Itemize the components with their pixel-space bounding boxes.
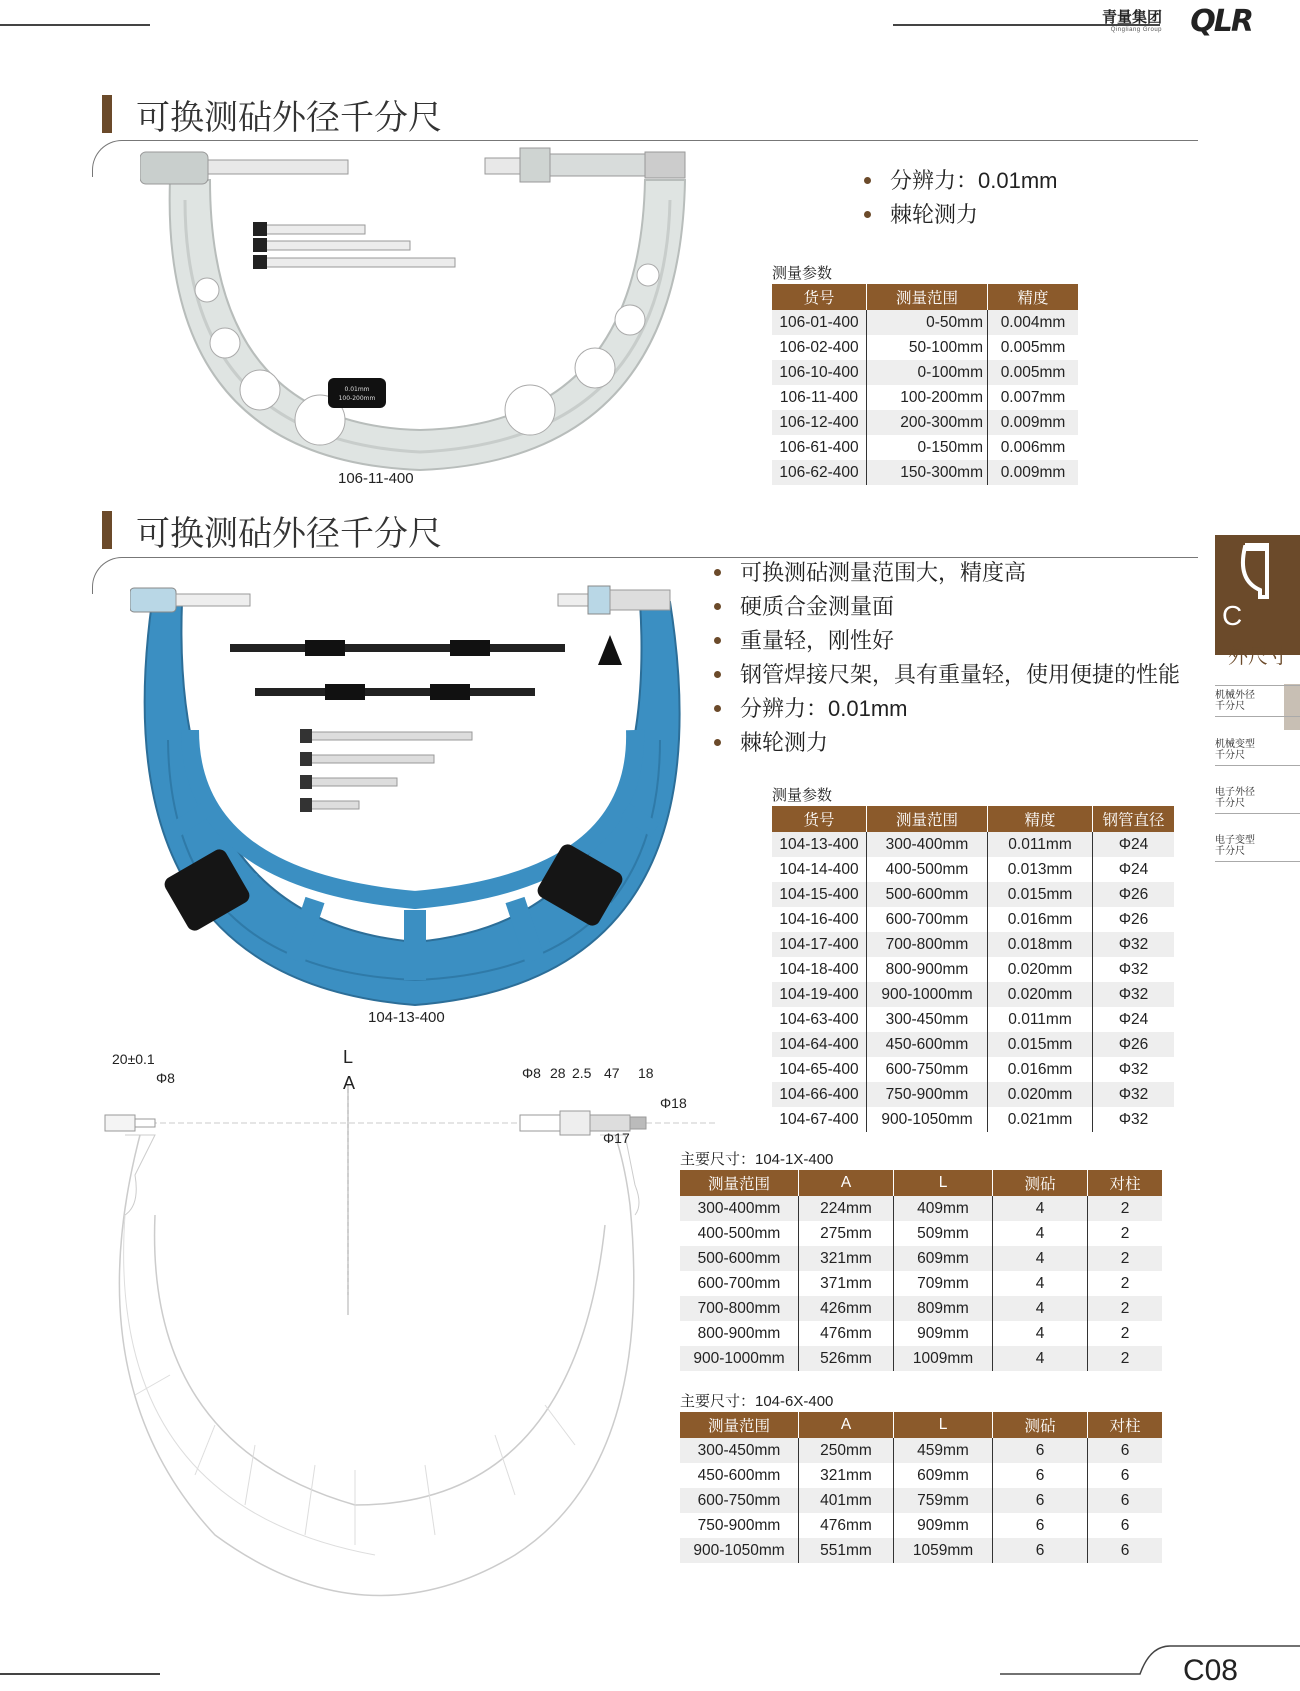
cell: 0.009mm: [988, 460, 1079, 485]
cell: 6: [1088, 1438, 1163, 1463]
cell: 426mm: [799, 1296, 894, 1321]
cell: 2: [1088, 1196, 1163, 1221]
dim-A: A: [343, 1073, 356, 1093]
cell: 0.013mm: [988, 857, 1093, 882]
cell: 509mm: [894, 1221, 993, 1246]
page-number: C08: [1182, 1654, 1238, 1687]
header-rule-left: [0, 24, 150, 26]
cell: 106-01-400: [772, 310, 867, 335]
cell: Φ32: [1093, 1082, 1175, 1107]
cell: 2: [1088, 1346, 1163, 1371]
dimension-drawing: [95, 1085, 735, 1625]
cell: 500-600mm: [680, 1246, 799, 1271]
table-row: [772, 932, 1174, 957]
cell: 600-700mm: [867, 907, 988, 932]
cell: 104-67-400: [772, 1107, 867, 1132]
col-header: 精度: [988, 284, 1079, 310]
table-row: [772, 1057, 1174, 1082]
section2-spec-table: [772, 806, 1174, 1132]
cell: 104-66-400: [772, 1082, 867, 1107]
cell: 551mm: [799, 1538, 894, 1563]
dim-18: 18: [638, 1065, 654, 1081]
cell: Φ26: [1093, 882, 1175, 907]
table-row: [680, 1296, 1162, 1321]
dim-phi8-right: Φ8: [522, 1065, 541, 1081]
cell: 800-900mm: [867, 957, 988, 982]
cell: 0.005mm: [1000, 338, 1066, 356]
table-row: [772, 882, 1174, 907]
footer-rule-left: [0, 1673, 160, 1675]
cell: 200-300mm: [867, 410, 988, 435]
table-header-row: [680, 1170, 1162, 1196]
cell: 409mm: [894, 1196, 993, 1221]
col-header: A: [799, 1170, 894, 1196]
cell: 2: [1120, 1224, 1130, 1242]
cell: 600-750mm: [680, 1488, 799, 1513]
cell: 104-64-400: [772, 1032, 867, 1057]
cell: 371mm: [799, 1271, 894, 1296]
cell: 104-13-400: [772, 832, 867, 857]
section2-table-caption: 测量参数: [772, 787, 833, 804]
cell: 321mm: [799, 1246, 894, 1271]
cell: 6: [1120, 1516, 1130, 1534]
micrometer-silhouette-icon: [1215, 535, 1300, 605]
dim-2-5: 2.5: [572, 1065, 592, 1081]
col-header: 测量范围: [867, 806, 988, 832]
section1-spec-table: [772, 284, 1078, 485]
cell: Φ24: [1118, 1010, 1149, 1028]
cell: Φ24: [1118, 860, 1149, 878]
section2-image-caption: 104-13-400: [368, 1009, 445, 1026]
dim-28: 28: [550, 1065, 566, 1081]
col-header: 测砧: [993, 1170, 1088, 1196]
section2-bullet: 可换测砧测量范围大，精度高: [710, 556, 1180, 590]
table-row: [772, 460, 1078, 485]
cell: 401mm: [799, 1488, 894, 1513]
cell: 809mm: [894, 1296, 993, 1321]
cell: 6: [1088, 1488, 1163, 1513]
col-header: L: [894, 1170, 993, 1196]
cell: 0.016mm: [988, 1057, 1093, 1082]
cell: 700-800mm: [867, 932, 988, 957]
cell: 2: [1120, 1324, 1130, 1342]
cell: 100-200mm: [867, 385, 988, 410]
dim-phi8-left: Φ8: [156, 1070, 175, 1086]
cell: 4: [993, 1246, 1088, 1271]
cell: 224mm: [799, 1196, 894, 1221]
cell: 4: [993, 1346, 1088, 1371]
cell: 500-600mm: [867, 882, 988, 907]
cell: 250mm: [799, 1438, 894, 1463]
cell: 0.009mm: [988, 410, 1079, 435]
sidebar-item-label: 机械外径 千分尺: [1215, 690, 1255, 712]
cell: 0.021mm: [988, 1107, 1093, 1132]
table-row: [772, 1032, 1174, 1057]
cell: 750-900mm: [680, 1513, 799, 1538]
table-row: [680, 1246, 1162, 1271]
cell: 104-18-400: [772, 957, 867, 982]
cell: 0.006mm: [1000, 438, 1066, 456]
section2-bullet: 棘轮测力: [710, 726, 1180, 760]
table-row: [680, 1321, 1162, 1346]
cell: 4: [993, 1221, 1088, 1246]
sidebar-item-label: 电子外径 千分尺: [1215, 787, 1255, 809]
cell: 450-600mm: [680, 1463, 799, 1488]
cell: 6: [993, 1488, 1088, 1513]
cell: 300-400mm: [680, 1196, 799, 1221]
cell: 0-100mm: [867, 360, 988, 385]
cell: 104-17-400: [772, 932, 867, 957]
section2-bullet: 硬质合金测量面: [710, 590, 1180, 624]
cell: 600-700mm: [680, 1271, 799, 1296]
table-row: [772, 385, 1078, 410]
table-row: [772, 1107, 1174, 1132]
cell: 6: [1088, 1538, 1163, 1563]
cell: 1059mm: [894, 1538, 993, 1563]
cell: 476mm: [799, 1513, 894, 1538]
col-header: 测砧: [993, 1412, 1088, 1438]
cell: 2: [1120, 1274, 1130, 1292]
cell: 150-300mm: [867, 460, 988, 485]
dim-phi17: Φ17: [603, 1130, 630, 1146]
cell: 106-11-400: [772, 385, 867, 410]
cell: 450-600mm: [867, 1032, 988, 1057]
col-header: 测量范围: [680, 1170, 799, 1196]
cell: 900-1000mm: [867, 982, 988, 1007]
dim-phi18: Φ18: [660, 1095, 687, 1111]
brand-block: [1102, 6, 1162, 33]
dim-47: 47: [604, 1065, 620, 1081]
cell: 0.018mm: [988, 932, 1093, 957]
dims1-table: [680, 1170, 1162, 1371]
cell: Φ24: [1093, 832, 1175, 857]
section1-bullet: 棘轮测力: [860, 198, 1057, 232]
section2-bullet: 重量轻，刚性好: [710, 624, 1180, 658]
cell: 476mm: [799, 1321, 894, 1346]
col-header: 对柱: [1088, 1412, 1163, 1438]
sidebar-tab: [1215, 535, 1300, 655]
section1-table-caption: 测量参数: [772, 265, 833, 282]
sidebar-item-mech-outside[interactable]: [1215, 685, 1300, 717]
col-header: 精度: [988, 806, 1093, 832]
sidebar-item-digital-variant[interactable]: [1215, 831, 1300, 862]
cell: Φ32: [1118, 960, 1149, 978]
table-row: [680, 1271, 1162, 1296]
cell: 0.011mm: [988, 1007, 1093, 1032]
micrometer-image-blue: [130, 580, 690, 1020]
col-header: 测量范围: [867, 284, 988, 310]
cell: 6: [993, 1538, 1088, 1563]
table-row: [772, 832, 1174, 857]
cell: 104-14-400: [772, 857, 867, 882]
cell: 400-500mm: [680, 1221, 799, 1246]
section1-title: 可换测砧外径千分尺: [136, 99, 442, 137]
cell: Φ32: [1093, 982, 1175, 1007]
cell: 0.005mm: [988, 360, 1079, 385]
cell: 104-15-400: [772, 882, 867, 907]
cell: 0.016mm: [988, 907, 1093, 932]
cell: 609mm: [894, 1463, 993, 1488]
footer-curve: [1000, 1640, 1300, 1680]
dim-20: 20±0.1: [112, 1051, 155, 1067]
cell: 104-19-400: [772, 982, 867, 1007]
cell: 0.004mm: [988, 310, 1079, 335]
table-header-row: [772, 806, 1174, 832]
cell: 106-10-400: [772, 360, 867, 385]
cell: 750-900mm: [867, 1082, 988, 1107]
cell: 600-750mm: [867, 1057, 988, 1082]
cell: 0.015mm: [988, 882, 1093, 907]
cell: 2: [1088, 1296, 1163, 1321]
cell: 0.020mm: [988, 957, 1093, 982]
micrometer-image-grey: [140, 140, 710, 480]
section2-title: 可换测砧外径千分尺: [136, 515, 442, 553]
section1-image-caption: 106-11-400: [338, 470, 414, 487]
cell: 759mm: [894, 1488, 993, 1513]
col-header: 对柱: [1088, 1170, 1163, 1196]
table-row: [680, 1488, 1162, 1513]
table-header-row: [772, 284, 1078, 310]
cell: Φ32: [1093, 932, 1175, 957]
section2-bar: [102, 511, 112, 549]
dim-L: L: [343, 1047, 354, 1067]
table-row: [772, 360, 1078, 385]
cell: 300-400mm: [867, 832, 988, 857]
cell: 104-16-400: [772, 907, 867, 932]
section1-bullet: 分辨力：0.01mm: [860, 164, 1057, 198]
cell: 0.020mm: [988, 1082, 1093, 1107]
cell: 4: [993, 1196, 1088, 1221]
section1-bullets: [860, 164, 1057, 232]
col-header: A: [799, 1412, 894, 1438]
section2-bullet: 分辨力：0.01mm: [710, 692, 1180, 726]
cell: 4: [993, 1296, 1088, 1321]
table-row: [772, 907, 1174, 932]
cell: 321mm: [799, 1463, 894, 1488]
badge-line1: 0.01mm: [344, 386, 370, 393]
cell: Φ26: [1093, 1032, 1175, 1057]
sidebar-tab-letter: C: [1222, 600, 1243, 631]
section2-bullets: [710, 556, 1180, 760]
cell: 700-800mm: [680, 1296, 799, 1321]
cell: 106-62-400: [772, 460, 867, 485]
cell: 609mm: [894, 1246, 993, 1271]
brand-logo: QLR: [1190, 4, 1252, 39]
cell: 6: [1120, 1466, 1130, 1484]
cell: 800-900mm: [680, 1321, 799, 1346]
cell: 526mm: [799, 1346, 894, 1371]
table-row: [680, 1463, 1162, 1488]
cell: 900-1000mm: [680, 1346, 799, 1371]
col-header: 货号: [772, 806, 867, 832]
cell: 0.015mm: [988, 1032, 1093, 1057]
dims2-caption: 主要尺寸：104-6X-400: [680, 1393, 834, 1410]
cell: 106-61-400: [772, 435, 867, 460]
table-row: [680, 1346, 1162, 1371]
col-header: L: [894, 1412, 993, 1438]
col-header: 测量范围: [680, 1412, 799, 1438]
brand-name-en: Qingliang Group: [1110, 27, 1162, 33]
cell: 0.020mm: [988, 982, 1093, 1007]
table-row: [680, 1438, 1162, 1463]
cell: 709mm: [894, 1271, 993, 1296]
sidebar-item-label: 机械变型 千分尺: [1215, 739, 1255, 761]
cell: 4: [993, 1321, 1088, 1346]
cell: 6: [993, 1438, 1088, 1463]
sidebar-tab-label: 外尺寸: [1228, 646, 1288, 668]
cell: 300-450mm: [867, 1007, 988, 1032]
cell: 50-100mm: [867, 335, 988, 360]
table-row: [772, 410, 1078, 435]
table-row: [772, 335, 1078, 360]
cell: 0.011mm: [988, 832, 1093, 857]
dims2-table: [680, 1412, 1162, 1563]
cell: 6: [993, 1513, 1088, 1538]
table-row: [680, 1196, 1162, 1221]
dims1-caption: 主要尺寸：104-1X-400: [680, 1151, 834, 1168]
cell: 104-65-400: [772, 1057, 867, 1082]
badge-line2: 100-200mm: [338, 395, 376, 402]
cell: 909mm: [894, 1321, 993, 1346]
cell: Φ32: [1118, 1110, 1149, 1128]
table-row: [772, 957, 1174, 982]
cell: 0.007mm: [1000, 388, 1066, 406]
sidebar-item-label: 电子变型 千分尺: [1215, 835, 1255, 857]
cell: 0-50mm: [867, 310, 988, 335]
cell: 0-150mm: [867, 435, 988, 460]
col-header: 货号: [772, 284, 867, 310]
cell: 106-02-400: [772, 335, 867, 360]
cell: 900-1050mm: [680, 1538, 799, 1563]
table-row: [772, 857, 1174, 882]
cell: 1009mm: [894, 1346, 993, 1371]
sidebar-item-digital-outside[interactable]: [1215, 783, 1300, 814]
cell: 104-63-400: [772, 1007, 867, 1032]
cell: Φ26: [1118, 910, 1149, 928]
cell: 6: [993, 1463, 1088, 1488]
table-row: [772, 982, 1174, 1007]
section2-bullet: 钢管焊接尺架，具有重量轻，使用便捷的性能: [710, 658, 1180, 692]
table-row: [680, 1221, 1162, 1246]
table-row: [772, 1082, 1174, 1107]
cell: 2: [1088, 1246, 1163, 1271]
cell: 106-12-400: [772, 410, 867, 435]
table-row: [680, 1538, 1162, 1563]
section1-bar: [102, 95, 112, 133]
cell: 275mm: [799, 1221, 894, 1246]
col-header: 钢管直径: [1093, 806, 1175, 832]
cell: 400-500mm: [867, 857, 988, 882]
cell: 900-1050mm: [867, 1107, 988, 1132]
table-row: [772, 310, 1078, 335]
cell: 300-450mm: [680, 1438, 799, 1463]
table-header-row: [680, 1412, 1162, 1438]
table-row: [680, 1513, 1162, 1538]
cell: 4: [993, 1271, 1088, 1296]
brand-name-cn: 青量集团: [1101, 8, 1162, 26]
cell: 909mm: [894, 1513, 993, 1538]
sidebar-item-mech-variant[interactable]: [1215, 735, 1300, 766]
cell: Φ32: [1118, 1060, 1149, 1078]
cell: 459mm: [894, 1438, 993, 1463]
table-row: [772, 1007, 1174, 1032]
table-row: [772, 435, 1078, 460]
